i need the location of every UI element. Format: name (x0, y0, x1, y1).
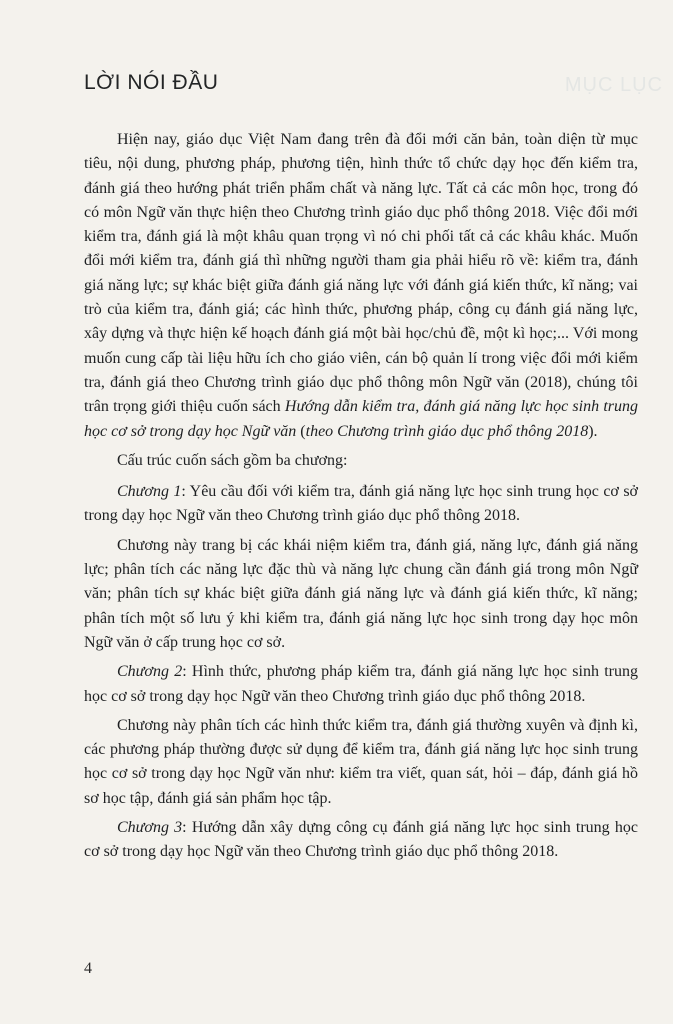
intro-text-3: ). (588, 422, 598, 440)
bleed-through-text: MỤC LỤC (564, 74, 663, 96)
chapter-3-label: Chương 3 (117, 819, 183, 837)
chapter-1-description: Chương này trang bị các khái niệm kiểm tra, đánh giá, năng lực, đánh giá năng lực; phân tích các năng lực đặc thù và năng lực chung cần đánh giá trong môn Ngữ văn; phân tích sự khác biệt giữa đánh giá năng lực và đánh giá kiến thức, kĩ năng; phân tích một số lưu ý khi kiểm tra, đánh giá năng lực học sinh trong dạy học môn Ngữ văn ở cấp trung học cơ sở. (84, 536, 638, 651)
page-number: 4 (84, 960, 92, 977)
intro-text-2: ( (296, 422, 306, 440)
page-title: LỜI NÓI ĐẦU (84, 71, 219, 94)
body-text (84, 128, 638, 870)
chapter-1-text: : Yêu cầu đối với kiểm tra, đánh giá năng lực học sinh trung học cơ sở trong dạy học Ngữ văn theo Chương trình giáo dục phổ thông 2018. (84, 483, 639, 525)
chapter-1-label: Chương 1 (117, 483, 182, 501)
chapter-2-label: Chương 2 (117, 663, 183, 681)
chapter-2-text: : Hình thức, phương pháp kiểm tra, đánh giá năng lực học sinh trung học cơ sở trong dạy học Ngữ văn theo Chương trình giáo dục phổ thông 2018. (84, 663, 639, 705)
intro-paragraph (84, 128, 638, 444)
book-title: Hướng dẫn kiểm tra, đánh giá năng lực học sinh trung học cơ sở trong dạy học Ngữ văn (84, 398, 639, 440)
intro-text: Hiện nay, giáo dục Việt Nam đang trên đà đổi mới căn bản, toàn diện từ mục tiêu, nội dung, phương pháp, phương tiện, hình thức tổ chức dạy học đến kiểm tra, đánh giá theo hướng phát triển phẩm chất và năng lực. Tất cả các môn học, trong đó có môn Ngữ văn thực hiện theo Chương trình giáo dục phổ thông 2018. Việc đổi mới kiểm tra, đánh giá là một khâu quan trọng vì nó chi phối tất cả các khâu khác. Muốn đổi mới kiểm tra, đánh giá thì những người tham gia phải hiểu rõ về: kiểm tra, đánh giá năng lực; sự khác biệt giữa đánh giá năng lực với đánh giá kiến thức, kĩ năng; vai trò của kiểm tra, đánh giá; các hình thức, phương pháp, công cụ đánh giá năng lực, xây dựng và thực hiện kế hoạch đánh giá một bài học/chủ đề, một kì học;... Với mong muốn cung cấp tài liệu hữu ích cho giáo viên, cán bộ quản lí trong việc đổi mới kiểm tra, đánh giá theo Chương trình giáo dục phổ thông môn Ngữ văn (2018), chúng tôi trân trọng giới thiệu cuốn sách (84, 131, 638, 416)
chapter-2-title (84, 660, 638, 709)
chapter-1-title (84, 480, 638, 529)
chapter-3-text: : Hướng dẫn xây dựng công cụ đánh giá năng lực học sinh trung học cơ sở trong dạy học Ngữ văn theo Chương trình giáo dục phổ thông 2018. (84, 819, 639, 861)
chapter-2-description: Chương này phân tích các hình thức kiểm tra, đánh giá thường xuyên và định kì, các phương pháp thường được sử dụng để kiểm tra, đánh giá năng lực học sinh trung học cơ sở trong dạy học Ngữ văn như: kiểm tra viết, quan sát, hỏi – đáp, đánh giá hồ sơ học tập, đánh giá sản phẩm học tập. (84, 716, 638, 807)
book-subtitle: theo Chương trình giáo dục phổ thông 2018 (305, 422, 589, 440)
structure-paragraph: Cấu trúc cuốn sách gồm ba chương: (117, 451, 348, 469)
chapter-3-title (84, 816, 638, 865)
